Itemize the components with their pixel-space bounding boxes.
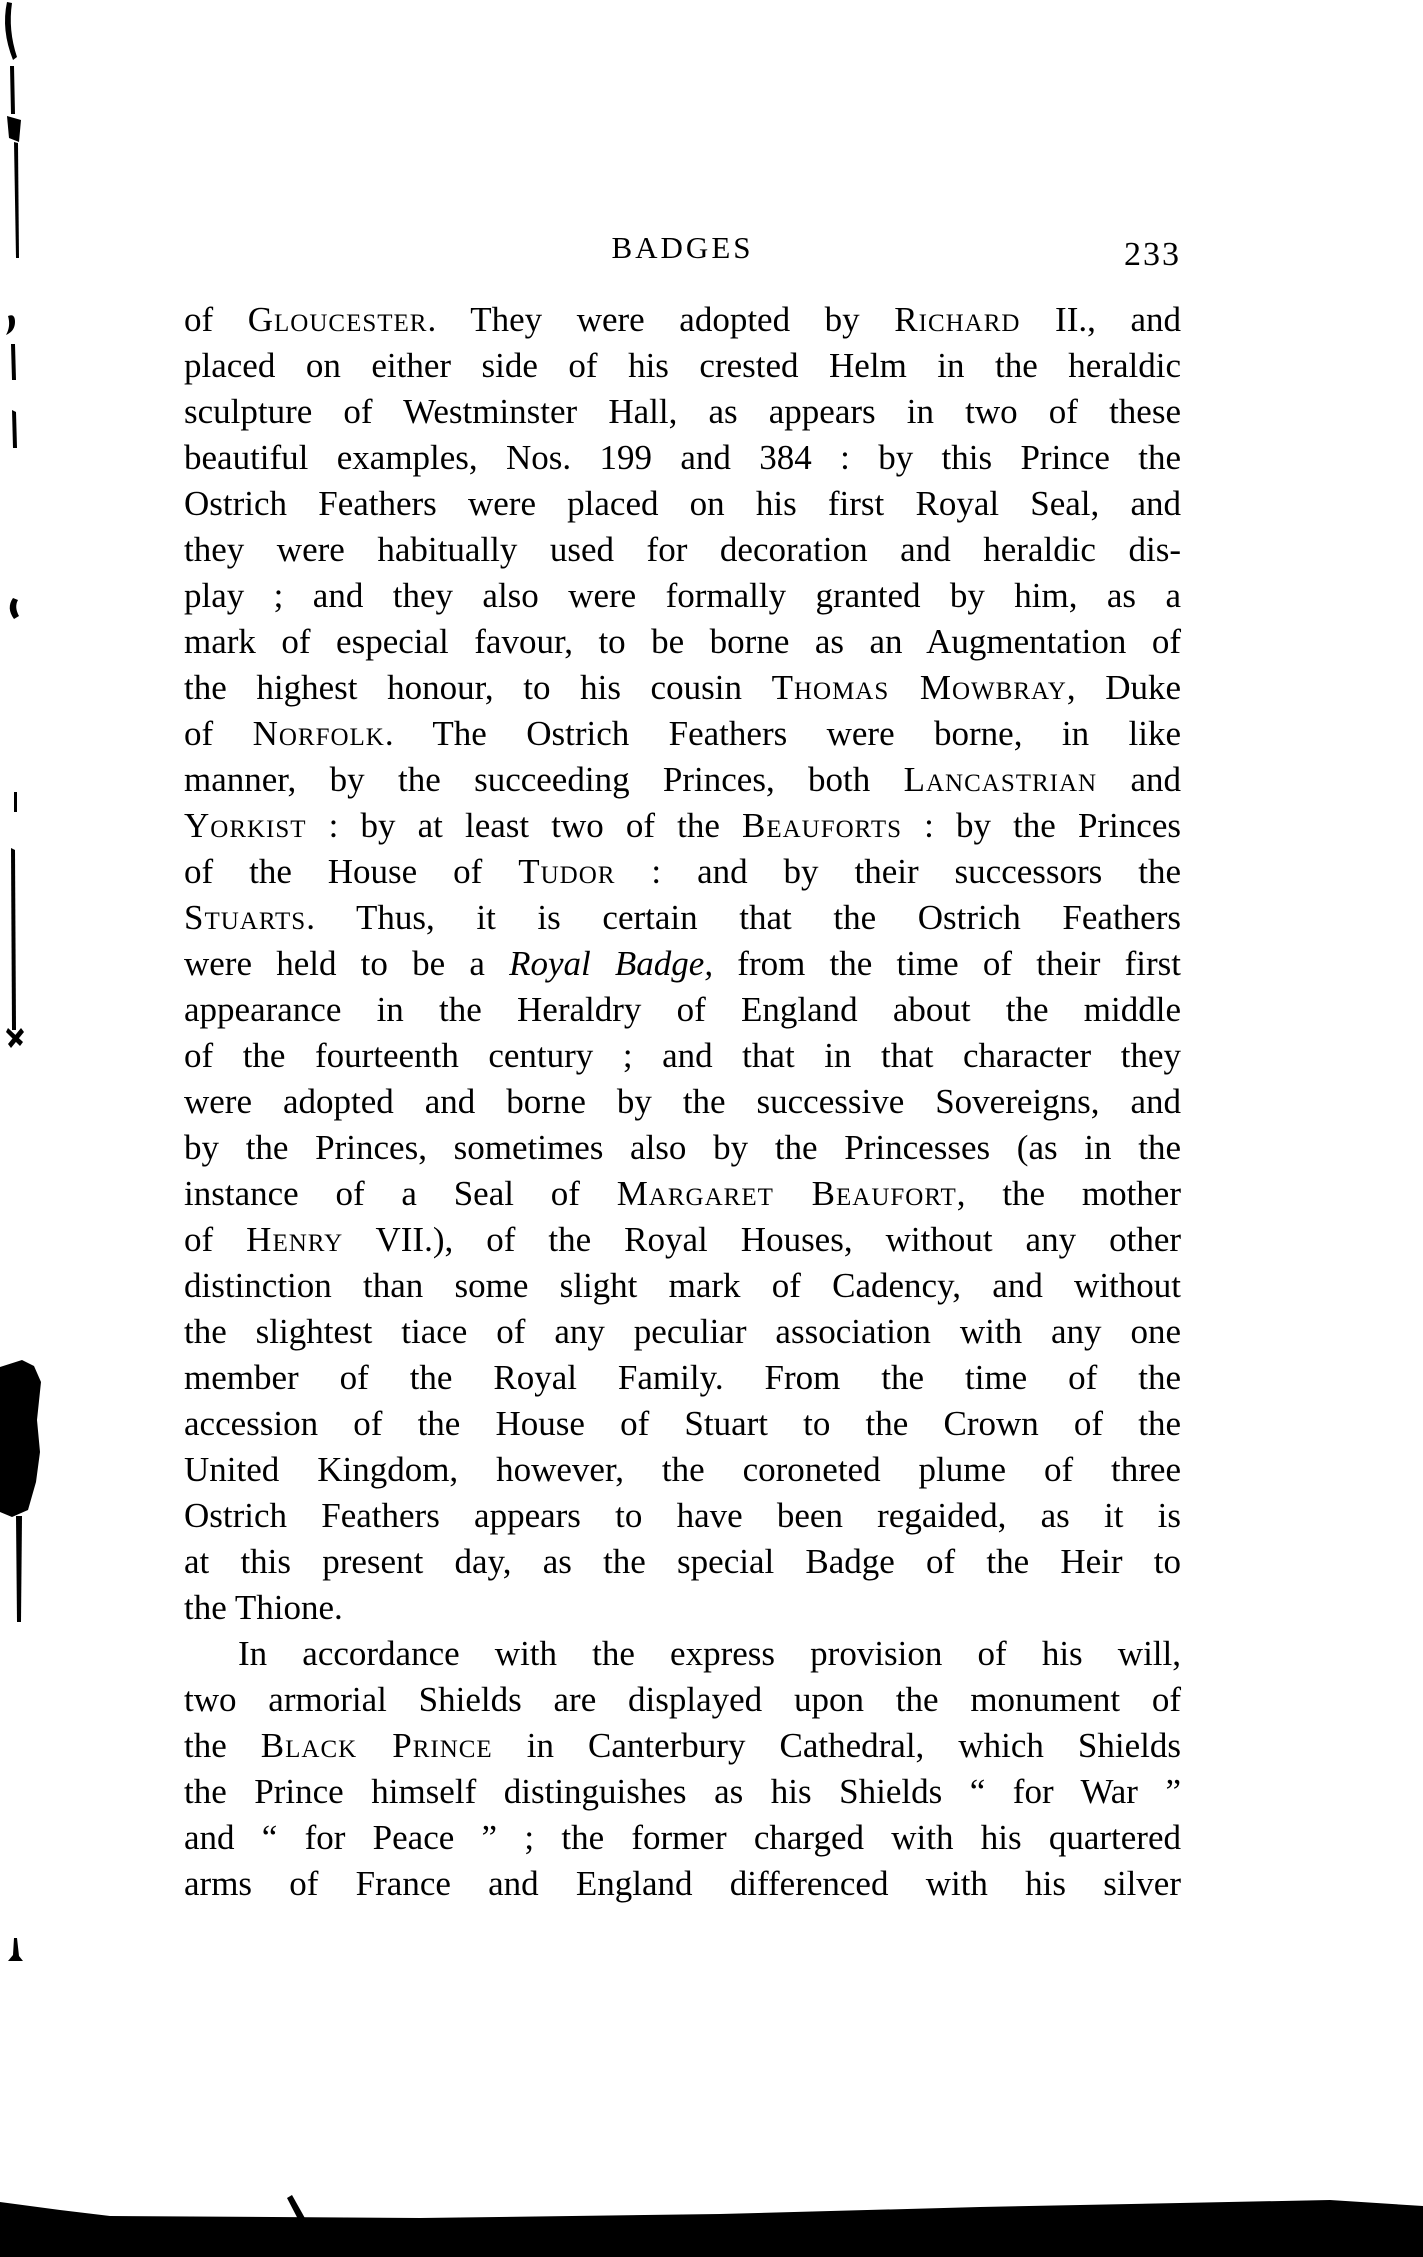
text-line: beautiful examples, Nos. 199 and 384 : by this Prince the [184,438,1181,477]
text-line: member of the Royal Family. From the time of the [184,1358,1181,1397]
text-line: sculpture of Westminster Hall, as appears in two of these [184,392,1181,431]
text-line: Ostrich Feathers appears to have been regaided, as it is [184,1496,1181,1535]
body-text [184,297,1181,1907]
text-line: were adopted and borne by the successive Sovereigns, and [184,1082,1181,1121]
text-line: United Kingdom, however, the coroneted plume of three [184,1450,1181,1489]
text-line: instance of a Seal of Margaret Beaufort, the mother [184,1174,1181,1213]
text-line: they were habitually used for decoration and heraldic dis- [184,530,1181,569]
text-line: distinction than some slight mark of Cadency, and without [184,1266,1181,1305]
scan-bottom-band [0,2190,1423,2257]
text-line: manner, by the succeeding Princes, both Lancastrian and [184,760,1181,799]
running-head-title: BADGES [611,230,754,265]
text-line: the Thione. [184,1588,343,1627]
text-line: Stuarts. Thus, it is certain that the Ostrich Feathers [184,898,1181,937]
text-line: of the fourteenth century ; and that in that character they [184,1036,1181,1075]
text-line: and “ for Peace ” ; the former charged with his quartered [184,1818,1181,1857]
text-line: Yorkist : by at least two of the Beauforts : by the Princes [184,806,1181,845]
page-number: 233 [1124,236,1181,273]
text-line: the Black Prince in Canterbury Cathedral, which Shields [184,1726,1181,1765]
text-line: placed on either side of his crested Helm in the heraldic [184,346,1181,385]
text-line: accession of the House of Stuart to the Crown of the [184,1404,1181,1443]
text-line: two armorial Shields are displayed upon the monument of [184,1680,1181,1719]
text-line: of Henry VII.), of the Royal Houses, without any other [184,1220,1182,1259]
text-line: the slightest tiace of any peculiar association with any one [184,1312,1181,1351]
text-line: arms of France and England differenced with his silver [184,1864,1181,1903]
text-line: Ostrich Feathers were placed on his first Royal Seal, and [184,484,1181,523]
text-line: of Gloucester. They were adopted by Richard II., and [184,300,1181,339]
text-line: In accordance with the express provision of his will, [238,1634,1181,1673]
text-line: of Norfolk. The Ostrich Feathers were borne, in like [184,714,1181,753]
text-line: mark of especial favour, to be borne as an Augmentation of [184,622,1181,661]
text-line: the Prince himself distinguishes as his Shields “ for War ” [184,1772,1181,1811]
text-line: appearance in the Heraldry of England about the middle [184,990,1181,1029]
text-line: by the Princes, sometimes also by the Princesses (as in the [184,1128,1181,1167]
text-line: play ; and they also were formally granted by him, as a [184,576,1181,615]
text-line: of the House of Tudor : and by their successors the [184,852,1181,891]
text-line: at this present day, as the special Badge of the Heir to [184,1542,1181,1581]
text-line: the highest honour, to his cousin Thomas Mowbray, Duke [184,668,1181,707]
text-line: were held to be a Royal Badge, from the time of their first [184,944,1181,983]
